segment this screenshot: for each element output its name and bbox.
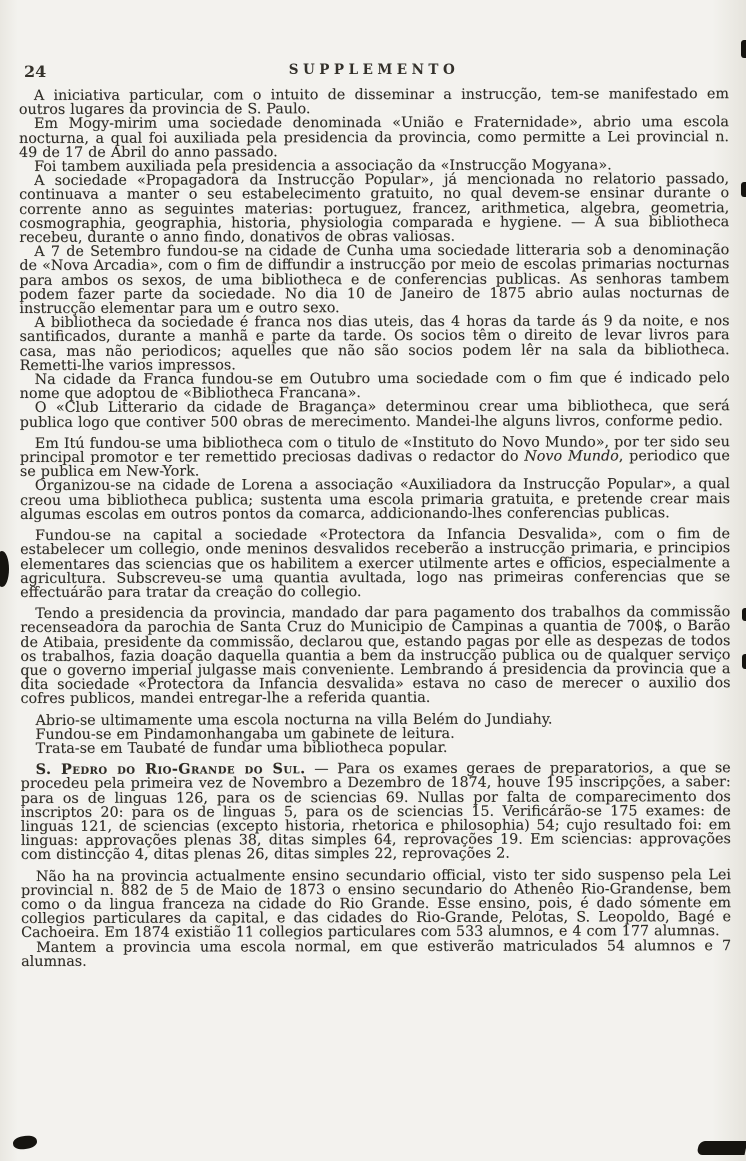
- ink-smudge-right-middle-2: [742, 654, 746, 669]
- paragraph-mogy-mirim: Em Mogy-mirim uma sociedade denominada «União e Fraternidade», abrio uma escola nocturna, a qual foi auxiliada pela presidencia da provincia, como permitte a Lei provincial n. 49 de 17 de Abril do anno passado.: [18, 114, 729, 161]
- paragraph-iniciativa: A iniciativa particular, com o intuito de disseminar a instrucção, tem-se manifestado em outros lugares da provincia de S. Paulo.: [18, 86, 729, 119]
- paragraph-rio-grande-exames: [21, 761, 731, 862]
- ink-smudge-right-top: [741, 40, 746, 58]
- paragraph-belem-jundiahy: Abrio-se ultimamente uma escola nocturna na villa Belém do Jundiahy.: [35, 711, 553, 729]
- page-title: SUPPLEMENTO: [288, 62, 460, 78]
- ink-smudge-bottom-right: [697, 1141, 746, 1155]
- ink-smudge-right-upper: [741, 182, 746, 197]
- paragraph-protectora-infancia: Fundou-se na capital a sociedade «Protectora da Infancia Desvalida», com o fim de estabelecer um collegio, onde meninos desvalidos receberão a instrucção primaria, e principios elementares das sciencias que os habilitem a exercer utilmente artes e officios, especialmente a agricultura. Subscreveu-se uma quantia avultada, logo nas primeiras conferencias que se effectuárão para tratar da creação do collegio.: [20, 526, 731, 601]
- ink-smudge-right-middle-1: [742, 608, 746, 621]
- section-heading-rio-grande: S. Pedro do Rio-Grande do Sul.: [35, 761, 306, 779]
- paragraph-ensino-secundario: Não ha na provincia actualmente ensino secundario official, visto ter sido suspenso pela Lei provincial n. 882 de 5 de Maio de 1873 o ensino secundario do Athenêo Rio-Grandense, bem como o da lingua franceza na cidade do Rio Grande. Esse ensino, pois, é dado sómente em collegios particulares da capital, e das cidades do Rio-Grande, Pelotas, S. Leopoldo, Bagé e Cachoeira. Em 1874 existião 11 collegios particulares com 533 alumnos, e 4 com 177 alumnas.: [20, 866, 732, 942]
- paragraph-itu-text-before: Em Itú fundou-se uma bibliotheca com o titulo de «Instituto do Novo Mundo», por ter sido seu principal promotor e ter remettido preciosas dadivas o redactor do: [19, 433, 730, 467]
- paragraph-barao-atibaia: Tendo a presidencia da provincia, mandado dar para pagamento dos trabalhos da commissão recenseadora da parochia de Santa Cruz do Municipio de Campinas a quantia de 700$, o Barão de Atibaia, presidente da commissão, declarou que, estando pagas por elle as despezas de todos os trabalhos, fazia doação daquella quantia a bem da instrucção publica ou de qualquer serviço que o governo imperial julgasse mais conveniente. Lembrando á presidencia da provincia que a dita sociedade «Protectora da Infancia desvalida» estava no caso de merecer o auxilio dos cofres publicos, mandei entregar-lhe a referida quantia.: [20, 604, 731, 708]
- ink-smudge-bottom-left: [12, 1134, 38, 1150]
- paragraph-bibliotheca-sociedade: A bibliotheca da sociedade é franca nos dias uteis, das 4 horas da tarde ás 9 da noite, e nos santificados, durante a manhã e parte da tarde. Os socios têm o direito de levar livros para casa, mas não periodicos; aquelles que não são socios podem lêr na sala da bibliotheca. Remetti-lhe varios impressos.: [19, 313, 730, 374]
- page-number: 24: [24, 62, 47, 81]
- paragraph-franca: Na cidade da Franca fundou-se em Outubro uma sociedade com o fim que é indicado pelo nome que adoptou de «Bibliotheca Francana».: [19, 370, 730, 403]
- paragraph-pindamonhangaba: Fundou-se em Pindamonhangaba um gabinete de leitura.: [35, 725, 455, 743]
- paragraph-instruccao-mogyana: Foi tambem auxiliada pela presidencia a associação da «Instrucção Mogyana».: [34, 157, 612, 175]
- paragraph-itu: [20, 435, 730, 479]
- paragraph-escola-normal: Mantem a provincia uma escola normal, em que estiverão matriculados 54 alumnos e 7 alumnas.: [21, 937, 732, 970]
- paragraph-itu-periodical-name: Novo Mundo: [524, 448, 619, 465]
- page-header: [20, 60, 728, 80]
- paragraph-taubate: Trata-se em Taubaté de fundar uma bibliotheca popular.: [35, 739, 448, 757]
- ink-blob-left-edge: [0, 551, 9, 587]
- paragraph-rio-grande-text: — Para os exames geraes de preparatorios, a que se procedeu pela primeira vez de Novembro a Dezembro de 1874, houve 195 inscripções, a saber: para os de linguas 126, para os de sciencias 69. Nullas por falta de comparecimento dos inscriptos 20: para os de linguas 5, para os de sciencias 15. Verificárão-se 175 exames: de linguas 121, de sciencias (excepto historia, rhetorica e philosophia) 54; cujo resultado foi: em linguas: approvações plenas 38, ditas simples 64, reprovações 19. Em sciencias: approvações com distincção 4, ditas plenas 26, ditas simples 22, reprovações 2.: [20, 760, 731, 864]
- paragraph-itu-text-after: , periodico que se publica em New-York.: [19, 448, 730, 481]
- document-body: [19, 87, 731, 969]
- paragraph-club-litterario: O «Club Litterario da cidade de Bragança» determinou crear uma bibliotheca, que será publica logo que contiver 500 obras de merecimento. Mandei-lhe alguns livros, conforme pedio.: [19, 398, 730, 431]
- paragraph-lorena: Organizou-se na cidade de Lorena a associação «Auxiliadora da Instrucção Popular», a qual creou uma bibliotheca publica; sustenta uma escola primaria gratuita, e pretende crear mais algumas escolas em outros pontos da comarca, addicionando-lhes conferencias publicas.: [19, 476, 730, 523]
- paragraph-propagadora: A sociedade «Propagadora da Instrucção Popular», já mencionada no relatorio passado, continuava a manter o seu estabelecimento gratuito, no qual devem-se ensinar durante o corrente anno as seguintes materias: portuguez, francez, arithmetica, algebra, geometria, cosmographia, geographia, historia, physiologia comparada e hygiene. — A sua bibliotheca recebeu, durante o anno findo, donativos de obras valiosas.: [19, 171, 730, 246]
- paragraph-nova-arcadia: A 7 de Setembro fundou-se na cidade de Cunha uma sociedade litteraria sob a denominação de «Nova Arcadia», com o fim de diffundir a instrucção por meio de escolas primarias nocturnas para ambos os sexos, de uma bibliotheca e de conferencias publicas. As senhoras tambem podem fazer parte da sociedade. No dia 10 de Janeiro de 1875 abrio aulas nocturnas de instrucção elementar para um e outro sexo.: [19, 242, 730, 317]
